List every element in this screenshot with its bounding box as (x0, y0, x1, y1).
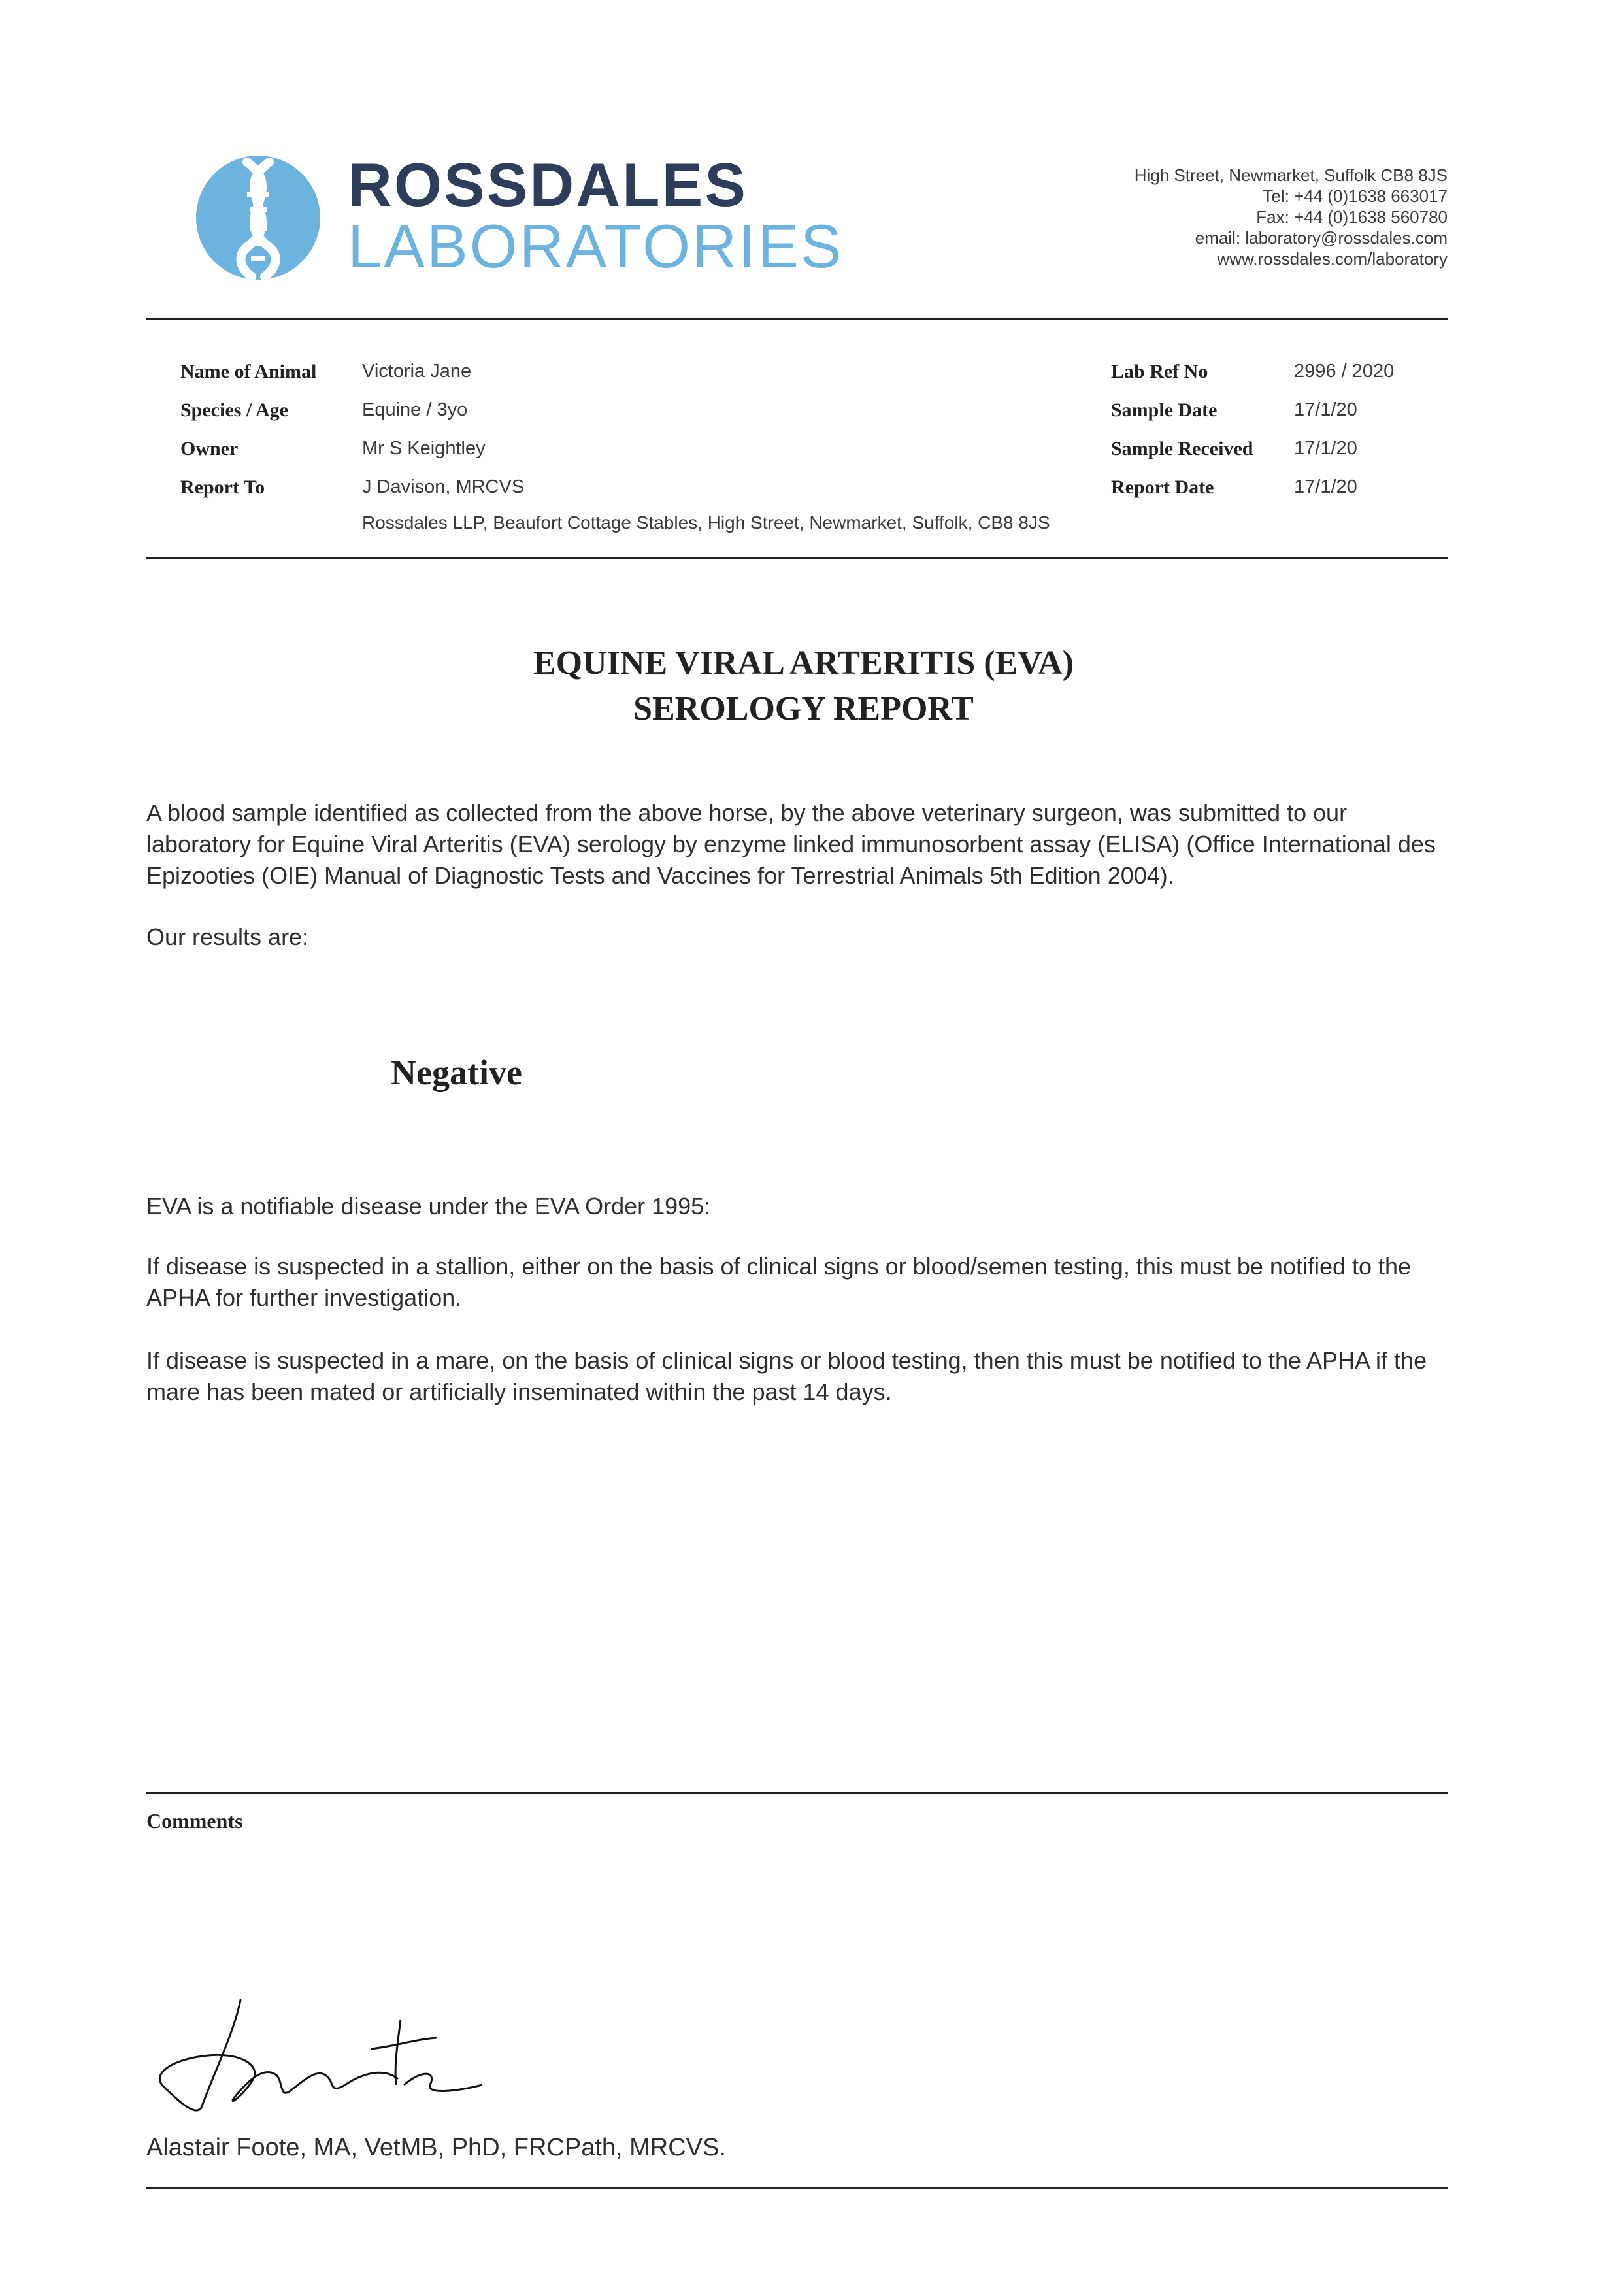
contact-email: email: laboratory@rossdales.com (1195, 228, 1448, 248)
name-label: Name of Animal (180, 361, 317, 382)
contact-block (1135, 165, 1448, 269)
sample-received-value: 17/1/20 (1294, 438, 1357, 459)
species-label: Species / Age (180, 399, 288, 421)
results-intro: Our results are: (146, 923, 309, 950)
footer-divider (146, 2187, 1448, 2189)
name-value: Victoria Jane (362, 361, 472, 382)
report-to-label: Report To (180, 476, 265, 498)
notifiable-statement: EVA is a notifiable disease under the EVA Order 1995: (146, 1193, 711, 1220)
signer-name: Alastair Foote, MA, VetMB, PhD, FRCPath, MRCVS. (146, 2134, 726, 2161)
species-value: Equine / 3yo (362, 399, 468, 420)
sample-received-label: Sample Received (1111, 438, 1253, 459)
report-date-label: Report Date (1111, 476, 1214, 498)
test-result: Negative (391, 1053, 522, 1092)
dna-helix-icon (196, 156, 320, 280)
contact-fax: Fax: +44 (0)1638 560780 (1256, 207, 1448, 227)
brand-name: ROSSDALES (348, 150, 748, 219)
owner-label: Owner (180, 438, 239, 459)
lab-ref-value: 2996 / 2020 (1294, 361, 1395, 382)
header-divider (146, 318, 1448, 320)
comments-divider (146, 1792, 1448, 1794)
report-title: EQUINE VIRAL ARTERITIS (EVA) (533, 644, 1074, 682)
report-to-address: Rossdales LLP, Beaufort Cottage Stables, High Street, Newmarket, Suffolk, CB8 8JS (362, 512, 1050, 533)
report-date-value: 17/1/20 (1294, 476, 1357, 497)
intro-paragraph: A blood sample identified as collected from the above horse, by the above veterinary surgeon, was submitted to our laboratory for Equine Viral Arteritis (EVA) serology by enzyme linked immunosorbent assay (ELISA) (Office International des Epizooties (OIE) Manual of Diagnostic Tests and Vaccines for Terrestrial Animals 5th Edition 2004). (146, 799, 1436, 889)
contact-address: High Street, Newmarket, Suffolk CB8 8JS (1134, 165, 1448, 185)
mare-note: If disease is suspected in a mare, on the basis of clinical signs or blood testing, then this must be notified to the APHA if the mare has been mated or artificially inseminated within the past 14 days. (146, 1347, 1427, 1405)
contact-tel: Tel: +44 (0)1638 663017 (1263, 186, 1448, 206)
brand-subname: LABORATORIES (348, 212, 844, 280)
comments-label: Comments (146, 1809, 243, 1833)
details-divider (146, 557, 1448, 559)
stallion-note: If disease is suspected in a stallion, either on the basis of clinical signs or blood/semen testing, this must be notified to the APHA for further investigation. (146, 1253, 1412, 1311)
report-to-value: J Davison, MRCVS (362, 476, 525, 497)
owner-value: Mr S Keightley (362, 438, 486, 459)
contact-website: www.rossdales.com/laboratory (1217, 249, 1448, 269)
signature (149, 1993, 489, 2118)
sample-date-label: Sample Date (1111, 399, 1218, 421)
lab-ref-label: Lab Ref No (1111, 361, 1208, 382)
sample-date-value: 17/1/20 (1294, 399, 1357, 420)
report-subtitle: SEROLOGY REPORT (633, 690, 974, 727)
